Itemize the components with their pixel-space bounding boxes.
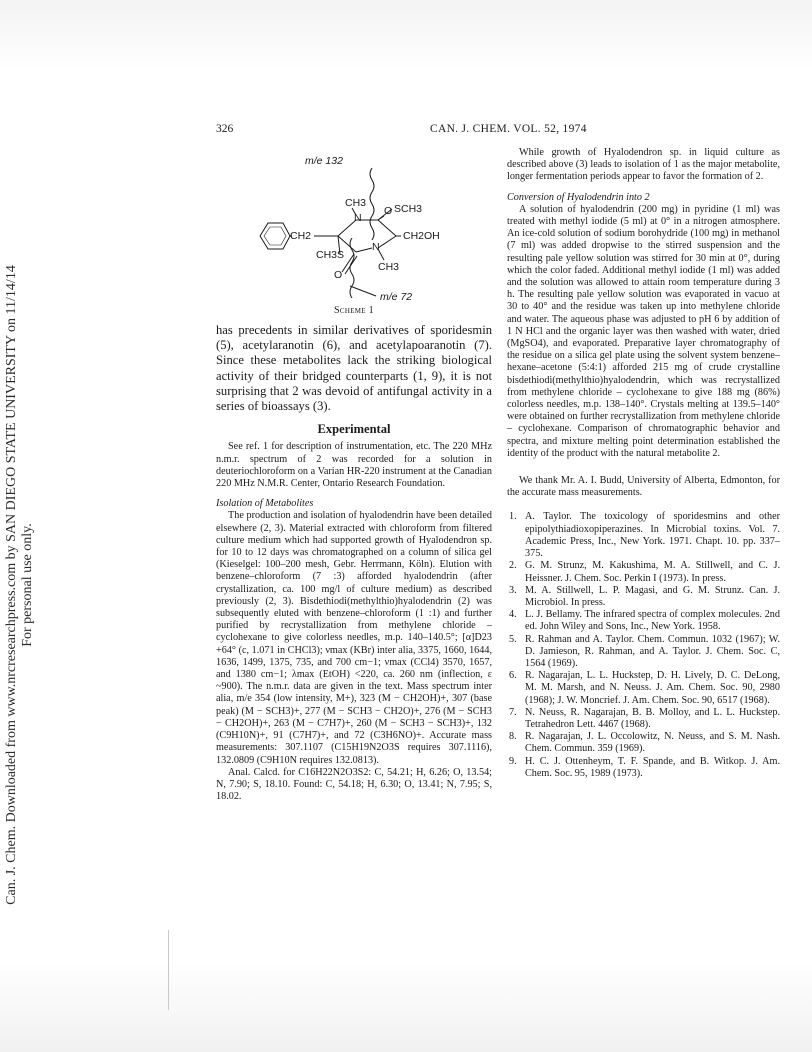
fragment-top-label: m/e 132 — [305, 155, 343, 167]
ch3s-label: CH3S — [316, 249, 345, 261]
ch2oh-label: CH2OH — [403, 230, 440, 242]
page-bottom-shading — [0, 962, 812, 1052]
intro-paragraph-left: has precedents in similar derivatives of sporidesmin (5), acetylaranotin (6), and acetylapoaranotin (7). Since these metabolites lack the striking biological activity of their bridged counterparts (1, 9), it is not surprising that 2 was devoid of antifungal activity in a series of bioassays (3). — [216, 323, 492, 414]
reference-item: 1. A. Taylor. The toxicology of sporidesmins and other epipolythiadioxopiperazines. In Microbial toxins. Vol. 7. Academic Press, Inc., New York. 1971. Chapt. 10. pp. 337–375. — [509, 511, 780, 560]
conversion-paragraph: A solution of hyalodendrin (200 mg) in pyridine (1 ml) was treated with methyl iodide (5 ml) at 0° in a nitrogen atmosphere. An ice-cold solution of sodium borohydride (100 mg) in methanol (7 ml) was added dropwise to the stirred suspension and the resulting pale yellow solution was stirred for 30 min at 0°, during which the color faded. Additional methyl iodide (1 ml) was added and the solution was allowed to attain room temperature during 3 h. The resulting pale yellow solution was evaporated in vacuo at 30 to 40° and the residue was taken up into methylene chloride and water. The aqueous phase was adjusted to pH 6 by addition of 1 N HCl and the organic layer was then washed with water, dried (MgSO4), and evaporated. Preparative layer chromatography of the residue on a silica gel plate using the solvent system benzene–hexane–acetone (5:4:1) afforded 215 mg of crude crystalline bisdethiodi(methylthio)hyalodendrin, which was recrystallized from methylene chloride – cyclohexane to give 188 mg (86%) colorless needles, m.p. 138–140°. Crystals melting at 139.5–140° were obtained on further recrystallization from methylene chloride – cyclohexane. Comparison of chromatographic behavior and spectra, and mixture melting point determination established the identity of the product with the natural metabolite 2. — [507, 203, 780, 459]
page-number: 326 — [216, 123, 234, 135]
n-top-label: N — [354, 212, 362, 224]
scheme-caption: Scheme 1 — [334, 305, 374, 316]
fragmentation-line-bottom — [350, 238, 354, 298]
ch3-bottom-label: CH3 — [378, 261, 400, 273]
fragmentation-line-top — [370, 168, 374, 240]
ch3-top-label: CH3 — [345, 197, 367, 209]
left-column — [216, 323, 492, 803]
gutter-line — [168, 930, 169, 1010]
acknowledgement-paragraph: We thank Mr. A. I. Budd, University of Alberta, Edmonton, for the accurate mass measurements. — [507, 475, 780, 499]
reference-item: 7. N. Neuss, R. Nagarajan, B. B. Molloy, and L. L. Huckstep. Tetrahedron Lett. 4467 (1968). — [509, 706, 780, 730]
reference-list — [507, 511, 780, 779]
scheme-1-structure — [250, 150, 450, 315]
isolation-heading: Isolation of Metabolites — [216, 498, 314, 510]
analysis-paragraph: Anal. Calcd. for C16H22N2O3S2: C, 54.21; H, 6.26; O, 13.54; N, 7.90; S, 18.10. Found: C, 54.18; H, 6.30; O, 13.41; N, 7.95; S, 18.02. — [216, 766, 492, 803]
experimental-paragraph: See ref. 1 for description of instrumentation, etc. The 220 MHz n.m.r. spectrum of 2 was recorded for a solution in deuteriochloroform on a Varian HR-220 instrument at the Canadian 220 MHz N.M.R. Center, Ontario Research Foundation. — [216, 441, 492, 490]
reference-item: 8. R. Nagarajan, J. L. Occolowitz, N. Neuss, and S. M. Nash. Chem. Commun. 359 (1969). — [509, 731, 780, 755]
conversion-heading: Conversion of Hyalodendrin into 2 — [507, 191, 650, 203]
reference-item: 2. G. M. Strunz, M. Kakushima, M. A. Stillwell, and C. J. Heissner. J. Chem. Soc. Perkin I (1973). In press. — [509, 560, 780, 584]
ch2-left-label: CH2 — [290, 230, 312, 242]
sch3-top-label: SCH3 — [394, 203, 423, 215]
running-header — [216, 123, 780, 139]
watermark-line-1: Can. J. Chem. Downloaded from www.nrcresearchpress.com by SAN DIEGO STATE UNIVERSITY on 11/14/14 — [4, 265, 19, 905]
experimental-heading: Experimental — [317, 422, 391, 437]
o-top-label: O — [384, 205, 393, 217]
reference-item: 4. L. J. Bellamy. The infrared spectra of complex molecules. 2nd ed. John Wiley and Sons, Inc., New York. 1958. — [509, 609, 780, 633]
reference-item: 9. H. C. J. Ottenheym, T. F. Spande, and B. Witkop. J. Am. Chem. Soc. 95, 1989 (1973). — [509, 755, 780, 779]
reference-item: 5. R. Rahman and A. Taylor. Chem. Commun. 1032 (1967); W. D. Jamieson, R. Rahman, and A. Taylor. J. Chem. Soc. C, 1564 (1969). — [509, 633, 780, 669]
right-column — [507, 147, 780, 780]
fragment-bottom-label: m/e 72 — [380, 291, 413, 303]
page-top-shading — [0, 0, 812, 70]
reference-item: 6. R. Nagarajan, L. L. Huckstep, D. H. Lively, D. C. DeLong, M. M. Marsh, and N. Neuss. J. Am. Chem. Soc. 90, 2980 (1968); J. W. Moncrief. J. Am. Chem. Soc. 90, 6517 (1968). — [509, 670, 780, 706]
reference-item: 3. M. A. Stillwell, L. P. Magasi, and G. M. Strunz. Can. J. Microbiol. In press. — [509, 584, 780, 608]
n-bottom-label: N — [372, 241, 380, 253]
journal-title: CAN. J. CHEM. VOL. 52, 1974 — [430, 123, 587, 135]
o-bottom-label: O — [334, 269, 343, 281]
isolation-paragraph: The production and isolation of hyalodendrin have been detailed elsewhere (2, 3). Material extracted with chloroform from filtered culture medium which had supported growth of Hyalodendron sp. for 10 to 12 days was chromatographed on a column of silica gel (Kieselgel: 100–200 mesh, Gebr. Herrmann, Köln). Elution with benzene–chloroform (7 :3) afforded hyalodendrin (after crystallization, ca. 100 mg/l of culture medium) as described previously (2, 3). Bisdethiodi(methylthio)hyalodendrin (2) was subsequently eluted with benzene–chloroform (1 :1) and further purified by recrystallization from methylene chloride – cyclohexane to give colorless needles, m.p. 140–140.5°; [α]D23 +64° (c, 1.071 in CHCl3); νmax (KBr) inter alia, 3375, 1660, 1644, 1636, 1499, 1375, 735, and 700 cm−1; νmax (CCl4) 3570, 1657, and 1380 cm−1; λmax (EtOH) <220, ca. 260 nm (inflection, ε ~900). The n.m.r. data are given in the text. Mass spectrum inter alia, m/e 354 (low intensity, M+), 323 (M − CH2OH)+, 307 (base peak) (M − SCH3)+, 277 (M − SCH3 − CH2O)+, 276 (M − SCH3 − CH2OH)+, 263 (M − C7H7)+, 260 (M − SCH3 − SCH3)+, 132 (C9H10N)+, 91 (C7H7)+, and 72 (C3H6NO)+. Accurate mass measurements: 307.1107 (C15H19N2O3S requires 307.1116), 132.0809 (C9H10N requires 132.0813). — [216, 510, 492, 766]
watermark-line-2: For personal use only. — [20, 523, 35, 647]
intro-paragraph-right: While growth of Hyalodendron sp. in liquid culture as described above (3) leads to isolation of 1 as the major metabolite, longer fermentation periods appear to favor the formation of 2. — [507, 147, 780, 183]
